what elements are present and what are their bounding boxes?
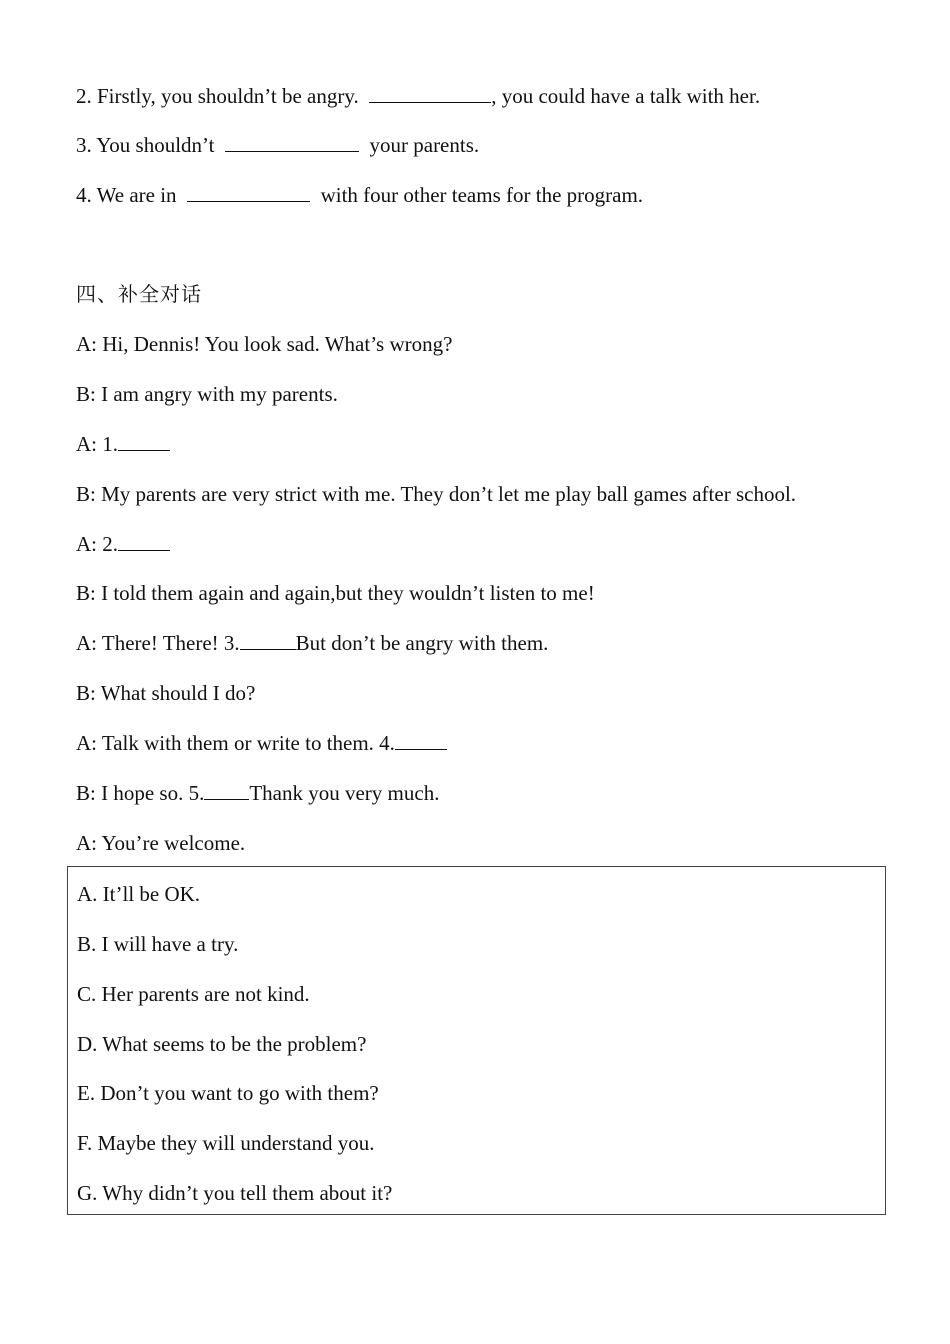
dialogue-text: A: Talk with them or write to them. 4. [76, 731, 395, 755]
section-heading: 四、补全对话 [76, 282, 202, 306]
answer-blank-4[interactable] [395, 731, 447, 750]
question-3 [76, 132, 479, 158]
dialogue-line: B: My parents are very strict with me. They don’t let me play ball games after school. [76, 482, 797, 506]
question-3-blank[interactable] [225, 133, 359, 152]
question-2 [76, 83, 760, 109]
answer-blank-2[interactable] [118, 532, 170, 551]
option-d: D. What seems to be the problem? [77, 1032, 367, 1056]
question-4-after: with four other teams for the program. [310, 183, 644, 207]
option-f: F. Maybe they will understand you. [77, 1131, 375, 1155]
question-4-blank[interactable] [187, 183, 310, 202]
question-3-after: your parents. [359, 133, 480, 157]
dialogue-line: A: You’re welcome. [76, 831, 246, 855]
dialogue-line: B: I am angry with my parents. [76, 382, 338, 406]
option-e: E. Don’t you want to go with them? [77, 1081, 379, 1105]
dialogue-text: A: 2. [76, 532, 118, 556]
question-4 [76, 182, 643, 208]
dialogue-text: But don’t be angry with them. [295, 631, 549, 655]
dialogue-text: A: 1. [76, 432, 118, 456]
answer-blank-5[interactable] [204, 781, 249, 800]
dialogue-text: A: There! There! 3. [76, 631, 240, 655]
dialogue-line: B: What should I do? [76, 681, 256, 705]
question-4-before: 4. We are in [76, 183, 188, 207]
dialogue-line-blank [76, 531, 170, 557]
dialogue-line-blank [76, 431, 170, 457]
dialogue-text: B: I hope so. 5. [76, 781, 205, 805]
dialogue-text: Thank you very much. [249, 781, 440, 805]
dialogue-line: A: Hi, Dennis! You look sad. What’s wrong? [76, 332, 453, 356]
option-b: B. I will have a try. [77, 932, 239, 956]
dialogue-line-blank [76, 630, 548, 656]
question-3-before: 3. You shouldn’t [76, 133, 225, 157]
answer-blank-3[interactable] [240, 631, 296, 650]
answer-blank-1[interactable] [118, 432, 170, 451]
dialogue-line-blank [76, 780, 439, 806]
dialogue-line: B: I told them again and again,but they wouldn’t listen to me! [76, 581, 595, 605]
option-a: A. It’ll be OK. [77, 882, 201, 906]
option-g: G. Why didn’t you tell them about it? [77, 1181, 393, 1205]
option-c: C. Her parents are not kind. [77, 982, 310, 1006]
question-2-after: , you could have a talk with her. [491, 84, 761, 108]
dialogue-line-blank [76, 730, 447, 756]
options-box [67, 866, 886, 1215]
question-2-blank[interactable] [369, 84, 491, 103]
question-2-before: 2. Firstly, you shouldn’t be angry. [76, 84, 370, 108]
